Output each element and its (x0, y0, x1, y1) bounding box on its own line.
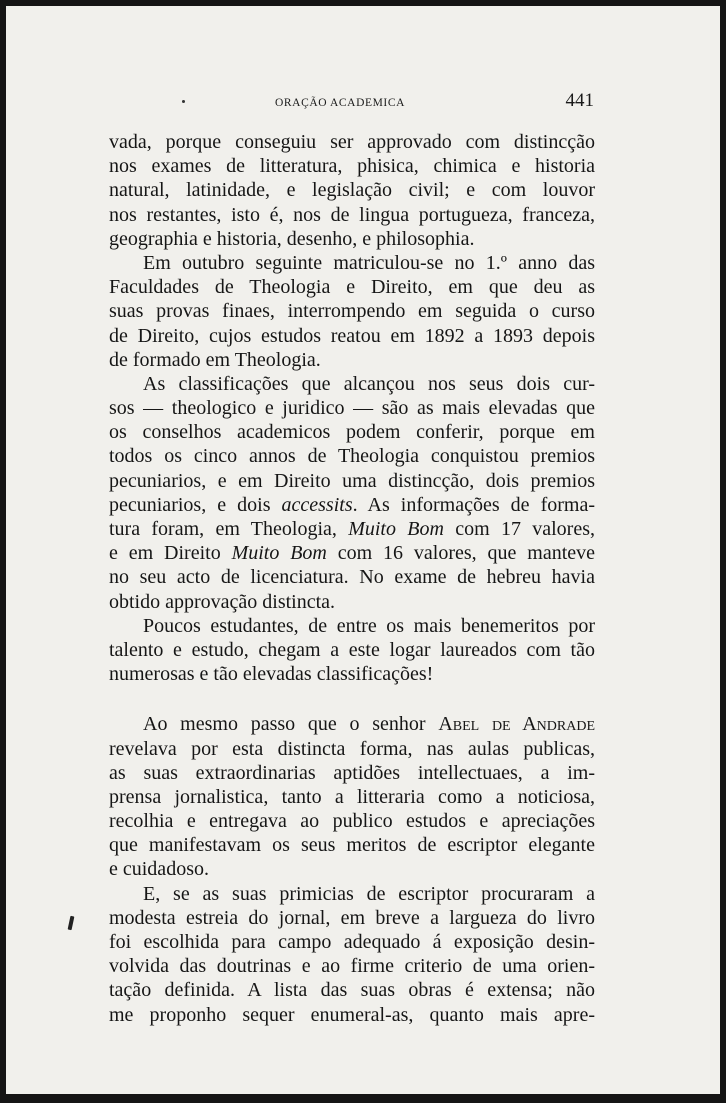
paragraph-4 (109, 614, 595, 687)
text-line: prensa jornalistica, tanto a litteraria como a noticiosa, (109, 785, 595, 808)
body-text (109, 130, 595, 1027)
text-run: . As informações de forma- (352, 493, 596, 516)
text-line: geographia e historia, desenho, e philosophia. (109, 227, 475, 250)
paragraph-5 (109, 712, 595, 881)
text-line: natural, latinidade, e legislação civil; e com louvor (109, 179, 595, 202)
page-header (110, 90, 594, 118)
text-line: as suas extraordinarias aptidões intellectuaes, a im- (109, 761, 595, 784)
text-line: nos restantes, isto é, nos de lingua portugueza, franceza, (109, 203, 595, 226)
text-run: com 16 valores, que manteve (326, 542, 596, 565)
text-line: de formado em Theologia. (109, 348, 321, 371)
text-line: de Direito, cujos estudos reatou em 1892 a 1893 depois (109, 324, 595, 347)
text-line: Em outubro seguinte matriculou-se no 1.º anno das (143, 251, 595, 274)
text-line: Poucos estudantes, de entre os mais benemeritos por (143, 614, 595, 637)
text-run: e em Direito (109, 542, 232, 565)
text-line: pecuniarios, e em Direito uma distincção, dois premios (109, 469, 595, 492)
text-line: que manifestavam os seus meritos de escriptor elegante (109, 834, 595, 857)
text-line: As classificações que alcançou nos seus dois cur- (143, 372, 595, 395)
page-number: 441 (565, 90, 594, 111)
italic-term: Muito Bom (348, 518, 444, 540)
text-run: tura foram, em Theologia, (109, 518, 349, 540)
text-line: recolhia e entregava ao publico estudos e apreciações (109, 810, 595, 833)
text-line: no seu acto de licenciatura. No exame de hebreu havia (109, 566, 595, 589)
text-run: pecuniarios, e dois (109, 493, 282, 516)
text-line: Faculdades de Theologia e Direito, em que deu as (109, 276, 595, 299)
text-line: os conselhos academicos podem conferir, porque em (109, 421, 595, 444)
text-line: talento e estudo, chegam a este logar laureados com tão (109, 638, 595, 661)
text-line: revelava por esta distincta forma, nas aulas publicas, (109, 737, 595, 760)
text-line: foi escolhida para campo adequado á exposição desin- (109, 931, 595, 953)
section-gap (109, 686, 595, 712)
text-run: Ao mesmo passo que o senhor (143, 713, 439, 736)
paragraph-2 (109, 251, 595, 372)
text-run: com 17 valores, (443, 518, 595, 540)
text-line: e cuidadoso. (109, 858, 209, 881)
text-line: nos exames de litteratura, phisica, chimica e historia (109, 155, 595, 178)
running-head: ORAÇÃO ACADEMICA (275, 97, 406, 109)
text-line: suas provas finaes, interrompendo em seguida o curso (109, 300, 595, 323)
text-line: volvida das doutrinas e ao firme criterio de uma orien- (109, 955, 595, 978)
text-line: todos os cinco annos de Theologia conquistou premios (109, 445, 595, 468)
text-line (109, 712, 595, 736)
book-page (6, 6, 720, 1094)
paragraph-6 (109, 882, 595, 1027)
italic-term: accessits (281, 493, 353, 516)
text-line: modesta estreia do jornal, em breve a largueza do livro (109, 906, 595, 929)
ink-dot (182, 100, 185, 103)
italic-term: Muito Bom (231, 542, 327, 565)
text-line (109, 517, 595, 541)
text-line: E, se as suas primicias de escriptor procuraram a (143, 882, 595, 905)
text-line (109, 541, 595, 565)
paragraph-1 (109, 130, 595, 251)
text-line: numerosas e tão elevadas classificações! (109, 663, 434, 686)
ink-mark (68, 916, 75, 931)
text-line: obtido approvação distincta. (109, 590, 336, 613)
paragraph-3 (109, 372, 595, 614)
text-line: me proponho sequer enumeral-as, quanto mais apre- (109, 1003, 595, 1026)
text-line (109, 493, 595, 517)
text-line: tação definida. A lista das suas obras é extensa; não (109, 979, 595, 1002)
text-line: sos — theologico e juridico — são as mais elevadas que (109, 397, 595, 420)
author-name: Abel de Andrade (438, 713, 596, 736)
text-line: vada, porque conseguiu ser approvado com distincção (109, 131, 595, 153)
